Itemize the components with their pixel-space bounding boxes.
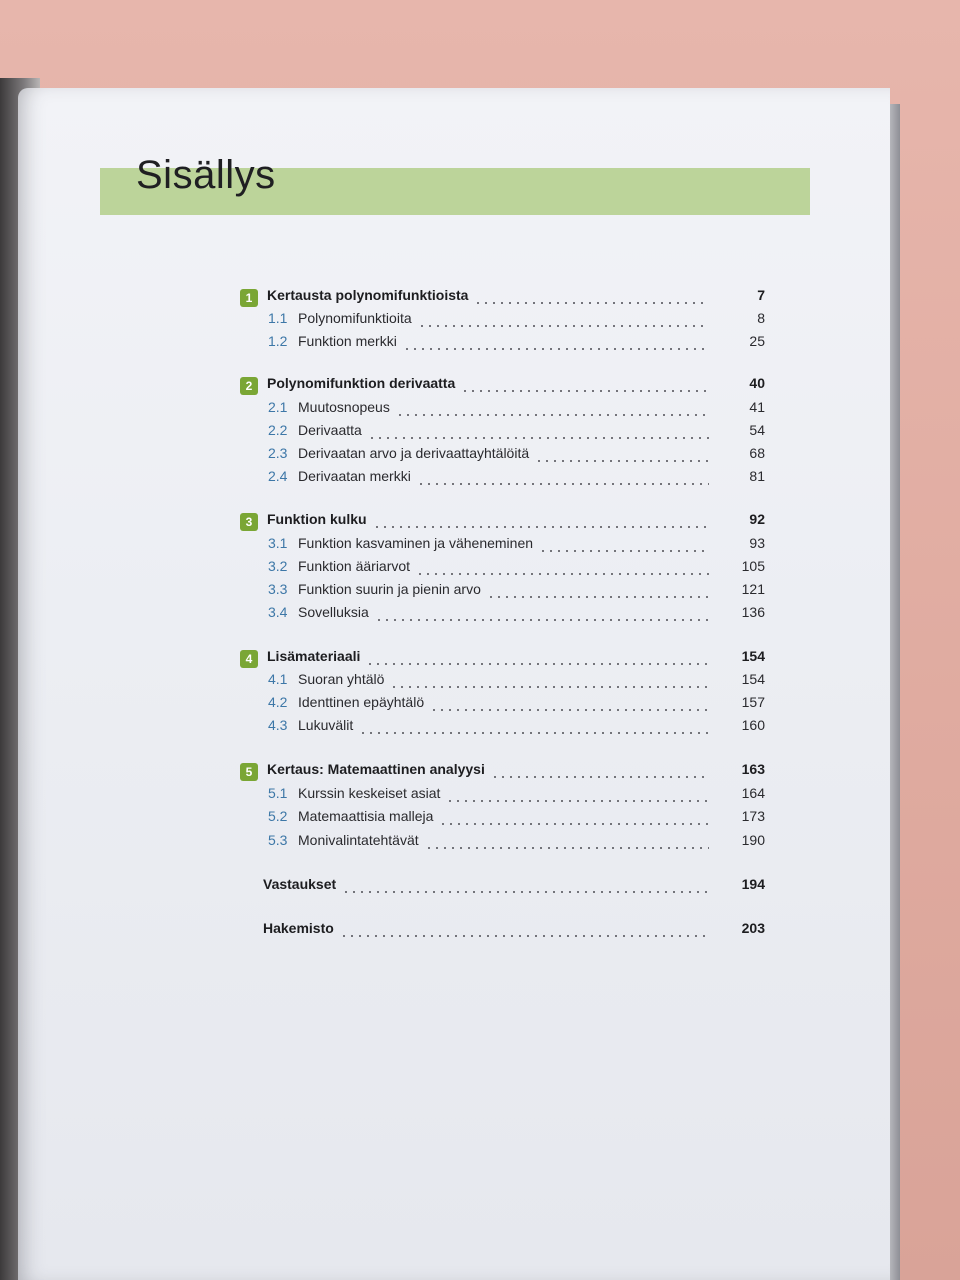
toc-section-4-2	[268, 694, 765, 716]
section-title: Derivaatta	[298, 422, 362, 438]
dot-leader	[375, 619, 709, 621]
chapter-number-badge: 3	[240, 513, 258, 531]
chapter-number-badge: 5	[240, 763, 258, 781]
page-number: 154	[741, 671, 765, 687]
toc-section-2-2	[268, 422, 765, 444]
section-title: Derivaatan arvo ja derivaattayhtälöitä	[298, 445, 530, 461]
dot-leader	[487, 596, 709, 598]
section-number: 2.4	[268, 468, 288, 484]
section-title: Funktion merkki	[298, 333, 397, 349]
section-title: Derivaatan merkki	[298, 468, 411, 484]
dot-leader	[403, 348, 709, 350]
section-number: 2.2	[268, 422, 288, 438]
toc-index	[263, 920, 765, 942]
section-title: Polynomifunktioita	[298, 310, 412, 326]
page-number: 160	[741, 717, 765, 733]
section-title: Funktion ääriarvot	[298, 558, 411, 574]
section-number: 3.2	[268, 558, 288, 574]
dot-leader	[373, 526, 709, 528]
section-title: Lukuvälit	[298, 717, 354, 733]
page-number: 203	[741, 920, 765, 936]
dot-leader	[461, 390, 709, 392]
page-number: 8	[757, 310, 765, 326]
dot-leader	[418, 325, 709, 327]
section-number: 5.1	[268, 785, 288, 801]
page-number: 121	[741, 581, 765, 597]
chapter-title: Polynomifunktion derivaatta	[267, 375, 456, 391]
page-number: 164	[741, 785, 765, 801]
chapter-title: Kertaus: Matemaattinen analyysi	[267, 761, 485, 777]
dot-leader	[359, 732, 709, 734]
section-number: 3.1	[268, 535, 288, 551]
page-number: 157	[741, 694, 765, 710]
page-number: 136	[741, 604, 765, 620]
dot-leader	[491, 776, 709, 778]
toc-section-1-2	[268, 333, 765, 355]
section-title: Identtinen epäyhtälö	[298, 694, 425, 710]
page-number: 68	[749, 445, 765, 461]
dot-leader	[425, 847, 709, 849]
chapter-title: Lisämateriaali	[267, 648, 361, 664]
page-number: 54	[749, 422, 765, 438]
section-number: 4.1	[268, 671, 288, 687]
dot-leader	[446, 800, 709, 802]
toc-section-2-3	[268, 445, 765, 467]
toc-section-2-4	[268, 468, 765, 490]
toc-section-3-4	[268, 604, 765, 626]
section-title: Monivalintatehtävät	[298, 832, 419, 848]
chapter-number-badge: 1	[240, 289, 258, 307]
page-number: 7	[757, 287, 765, 303]
page-number: 163	[741, 761, 765, 777]
section-number: 4.2	[268, 694, 288, 710]
toc-section-5-1	[268, 785, 765, 807]
toc-section-4-3	[268, 717, 765, 739]
page-number: 92	[749, 511, 765, 527]
dot-leader	[342, 891, 709, 893]
section-number: 2.3	[268, 445, 288, 461]
section-number: 5.3	[268, 832, 288, 848]
section-number: 2.1	[268, 399, 288, 415]
page-number: 154	[741, 648, 765, 664]
section-title: Funktion kasvaminen ja väheneminen	[298, 535, 534, 551]
dot-leader	[368, 437, 709, 439]
section-title: Suoran yhtälö	[298, 671, 385, 687]
toc-chapter-5	[240, 761, 765, 783]
chapter-title: Kertausta polynomifunktioista	[267, 287, 469, 303]
toc-chapter-1	[240, 287, 765, 309]
page-number: 173	[741, 808, 765, 824]
dot-leader	[366, 663, 709, 665]
section-number: 1.1	[268, 310, 288, 326]
dot-leader	[474, 302, 709, 304]
extra-title: Vastaukset	[263, 876, 337, 892]
toc-chapter-2	[240, 375, 765, 397]
section-number: 1.2	[268, 333, 288, 349]
toc-chapter-3	[240, 511, 765, 533]
toc-section-5-3	[268, 832, 765, 854]
dot-leader	[430, 709, 709, 711]
toc-answers	[263, 876, 765, 898]
page-title: Sisällys	[136, 153, 276, 197]
extra-title: Hakemisto	[263, 920, 334, 936]
dot-leader	[390, 686, 709, 688]
page-number: 190	[741, 832, 765, 848]
page-number: 81	[749, 468, 765, 484]
toc-section-5-2	[268, 808, 765, 830]
page-number: 105	[741, 558, 765, 574]
page-number: 93	[749, 535, 765, 551]
page-number: 25	[749, 333, 765, 349]
chapter-number-badge: 4	[240, 650, 258, 668]
dot-leader	[439, 823, 709, 825]
section-title: Sovelluksia	[298, 604, 369, 620]
section-title: Kurssin keskeiset asiat	[298, 785, 441, 801]
toc-section-2-1	[268, 399, 765, 421]
section-number: 3.4	[268, 604, 288, 620]
chapter-title: Funktion kulku	[267, 511, 367, 527]
section-number: 4.3	[268, 717, 288, 733]
toc-section-4-1	[268, 671, 765, 693]
section-number: 3.3	[268, 581, 288, 597]
section-number: 5.2	[268, 808, 288, 824]
dot-leader	[535, 460, 709, 462]
toc-section-1-1	[268, 310, 765, 332]
toc-section-3-2	[268, 558, 765, 580]
toc-section-3-3	[268, 581, 765, 603]
toc-section-3-1	[268, 535, 765, 557]
chapter-number-badge: 2	[240, 377, 258, 395]
page-number: 41	[749, 399, 765, 415]
section-title: Matemaattisia malleja	[298, 808, 434, 824]
page-number: 40	[749, 375, 765, 391]
page-number: 194	[741, 876, 765, 892]
book-page	[18, 88, 890, 1280]
dot-leader	[340, 935, 709, 937]
toc-chapter-4	[240, 648, 765, 670]
section-title: Muutosnopeus	[298, 399, 390, 415]
section-title: Funktion suurin ja pienin arvo	[298, 581, 481, 597]
dot-leader	[539, 550, 709, 552]
dot-leader	[416, 573, 709, 575]
dot-leader	[417, 483, 709, 485]
dot-leader	[396, 414, 709, 416]
